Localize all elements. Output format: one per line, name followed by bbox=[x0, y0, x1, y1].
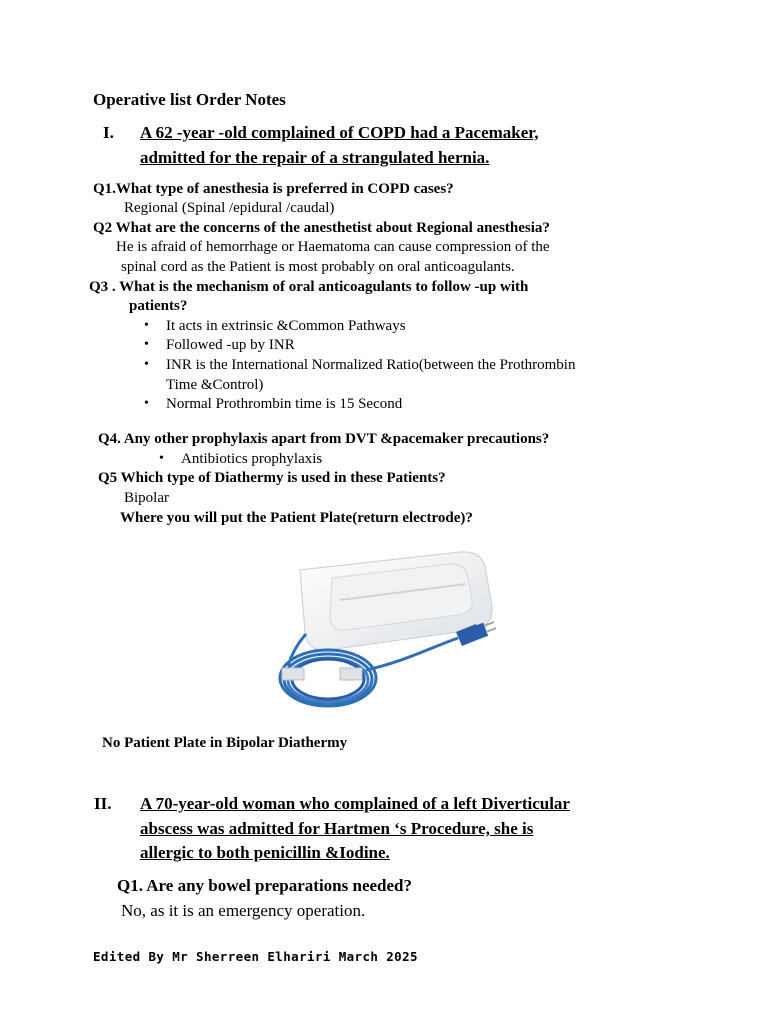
bullet-icon: • bbox=[144, 396, 149, 411]
case1-line2: admitted for the repair of a strangulated hernia. bbox=[140, 148, 490, 167]
q3-bullet-3-cont: Time &Control) bbox=[166, 377, 264, 393]
diathermy-return-electrode-image bbox=[270, 548, 500, 718]
bullet-icon: • bbox=[144, 318, 149, 333]
q1-question: Q1.What type of anesthesia is preferred in COPD cases? bbox=[93, 181, 454, 197]
q5-question: Q5 Which type of Diathermy is used in these Patients? bbox=[98, 470, 446, 486]
q4-question: Q4. Any other prophylaxis apart from DVT &pacemaker precautions? bbox=[98, 431, 550, 447]
q3-bullet-1: It acts in extrinsic &Common Pathways bbox=[166, 318, 406, 334]
bullet-icon: • bbox=[159, 451, 164, 466]
q2-answer-line1: He is afraid of hemorrhage or Haematoma can cause compression of the bbox=[116, 239, 550, 255]
case2-line2: abscess was admitted for Hartmen ‘s Procedure, she is bbox=[140, 819, 534, 838]
q3-bullet-2: Followed -up by INR bbox=[166, 337, 295, 353]
case1-numeral: I. bbox=[103, 123, 114, 142]
cable-clip bbox=[340, 668, 362, 680]
doc-title: Operative list Order Notes bbox=[93, 90, 286, 109]
case2-line1: A 70-year-old woman who complained of a left Diverticular bbox=[140, 794, 570, 813]
q2-question: Q2 What are the concerns of the anesthetist about Regional anesthesia? bbox=[93, 220, 550, 236]
q3-bullet-4: Normal Prothrombin time is 15 Second bbox=[166, 396, 403, 412]
c2q1-question: Q1. Are any bowel preparations needed? bbox=[117, 876, 412, 895]
q3-question-line2: patients? bbox=[129, 298, 188, 314]
footer-credit: Edited By Mr Sherreen Elhariri March 2025 bbox=[93, 949, 418, 964]
case2-line3: allergic to both penicillin &Iodine. bbox=[140, 843, 390, 862]
q3-question-line1: Q3 . What is the mechanism of oral anticoagulants to follow -up with bbox=[89, 279, 529, 295]
q4-answer: Antibiotics prophylaxis bbox=[181, 451, 323, 467]
c2q1-answer: No, as it is an emergency operation. bbox=[121, 901, 366, 920]
q5-answer: Bipolar bbox=[124, 490, 169, 506]
q5-subquestion: Where you will put the Patient Plate(return electrode)? bbox=[120, 510, 473, 526]
plate-note: No Patient Plate in Bipolar Diathermy bbox=[102, 735, 348, 751]
q2-answer-line2: spinal cord as the Patient is most probably on oral anticoagulants. bbox=[121, 259, 515, 275]
case1-line1: A 62 -year -old complained of COPD had a Pacemaker, bbox=[140, 123, 539, 142]
case2-numeral: II. bbox=[94, 794, 112, 813]
q3-bullet-3: INR is the International Normalized Ratio(between the Prothrombin bbox=[166, 357, 576, 373]
q1-answer: Regional (Spinal /epidural /caudal) bbox=[124, 200, 335, 216]
cable-clip bbox=[282, 668, 304, 680]
bullet-icon: • bbox=[144, 337, 149, 352]
bullet-icon: • bbox=[144, 357, 149, 372]
